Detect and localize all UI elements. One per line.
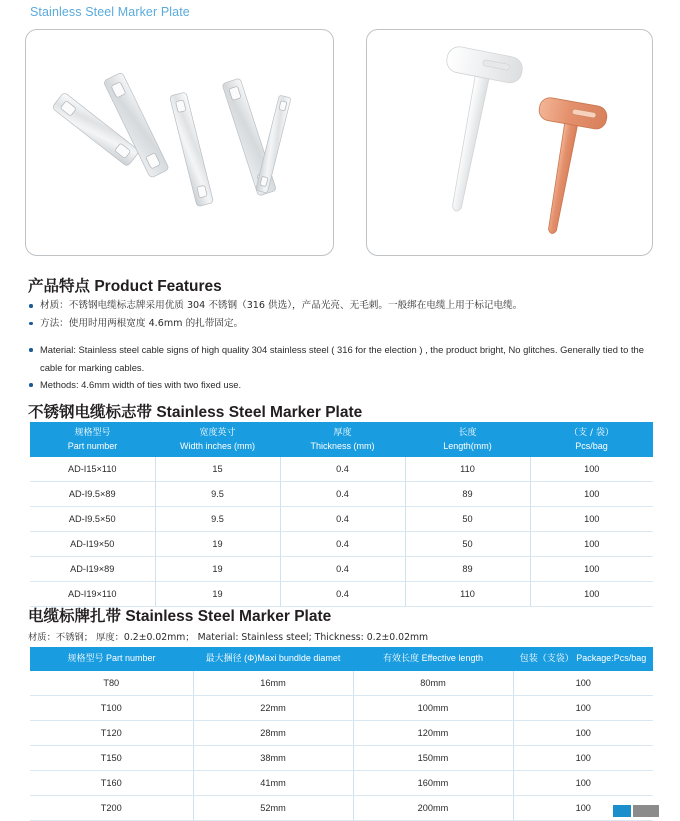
- cell-width: 9.5: [155, 482, 280, 507]
- table2-col-max-bundle-diameter: [193, 647, 353, 671]
- cell-pcs-bag: 100: [530, 482, 653, 507]
- table1-col-thickness: [280, 422, 405, 457]
- col-label-cn: 厚度: [333, 428, 352, 438]
- col-label-cn: 长度: [458, 428, 477, 438]
- features-heading-cn: 产品特点: [28, 277, 91, 295]
- cell-package: 100: [513, 671, 653, 696]
- cell-bundle-diameter: 38mm: [193, 745, 353, 770]
- cell-part-number: AD-I19×110: [30, 582, 155, 607]
- table2-heading: [28, 604, 331, 626]
- table2-col-package: [513, 647, 653, 671]
- table1-heading-cn: 不锈钢电缆标志带: [28, 403, 153, 421]
- table1-col-pcs-bag: [530, 422, 653, 457]
- bottom-corner-widget[interactable]: [613, 805, 659, 817]
- page-title: Stainless Steel Marker Plate: [30, 5, 190, 19]
- cell-bundle-diameter: 41mm: [193, 770, 353, 795]
- col-label-en: Package:Pcs/bag: [576, 653, 647, 663]
- cell-part-number: AD-I19×50: [30, 532, 155, 557]
- table-row: [30, 770, 653, 795]
- cell-width: 19: [155, 582, 280, 607]
- table1-heading-en: Stainless Steel Marker Plate: [156, 404, 363, 421]
- marker-tie-spec-table: [30, 647, 653, 821]
- cell-part-number: T100: [30, 695, 193, 720]
- cell-thickness: 0.4: [280, 557, 405, 582]
- features-heading-en: Product Features: [94, 278, 222, 295]
- table2-col-part-number: [30, 647, 193, 671]
- col-label-en: Part number: [106, 653, 156, 663]
- cell-bundle-diameter: 28mm: [193, 720, 353, 745]
- cell-part-number: AD-I15×110: [30, 457, 155, 482]
- cell-part-number: T200: [30, 795, 193, 820]
- table-row: [30, 457, 653, 482]
- cell-package: 100: [513, 770, 653, 795]
- cell-length: 50: [405, 532, 530, 557]
- cell-bundle-diameter: 16mm: [193, 671, 353, 696]
- table2-subtitle: 材质：不锈钢； 厚度：0.2±0.02mm； Material: Stainless steel; Thickness: 0.2±0.02mm: [28, 632, 429, 643]
- cell-effective-length: 150mm: [353, 745, 513, 770]
- cell-package: 100: [513, 720, 653, 745]
- feature-item: 材质：不锈钢电缆标志牌采用优质 304 不锈钢（316 供选），产品光亮、无毛刺。一般绑在电缆上用于标记电缆。: [28, 297, 654, 315]
- table-row: [30, 482, 653, 507]
- table1-col-part-number: [30, 422, 155, 457]
- cell-effective-length: 160mm: [353, 770, 513, 795]
- cell-width: 15: [155, 457, 280, 482]
- marker-plates-illustration: [26, 30, 333, 255]
- col-label-cn: （支 / 袋）: [569, 428, 614, 438]
- cell-effective-length: 120mm: [353, 720, 513, 745]
- cell-thickness: 0.4: [280, 507, 405, 532]
- col-label-en: Width inches (mm): [179, 440, 255, 451]
- table2-heading-cn: 电缆标牌扎带: [28, 607, 122, 625]
- table-row: [30, 795, 653, 820]
- cell-thickness: 0.4: [280, 582, 405, 607]
- cell-effective-length: 200mm: [353, 795, 513, 820]
- cell-thickness: 0.4: [280, 532, 405, 557]
- cell-pcs-bag: 100: [530, 507, 653, 532]
- table-row: [30, 720, 653, 745]
- cell-length: 110: [405, 582, 530, 607]
- cell-length: 50: [405, 507, 530, 532]
- col-label-en: Part number: [67, 440, 118, 451]
- cell-part-number: AD-I19×89: [30, 557, 155, 582]
- table-row: [30, 582, 653, 607]
- table1-heading: [28, 400, 362, 422]
- cell-part-number: AD-I9.5×50: [30, 507, 155, 532]
- col-label-en: (Φ)Maxi bundlde diamet: [244, 653, 341, 663]
- table2-heading-en: Stainless Steel Marker Plate: [125, 608, 332, 625]
- cell-package: 100: [513, 695, 653, 720]
- widget-blue-icon[interactable]: [613, 805, 631, 817]
- cell-part-number: T120: [30, 720, 193, 745]
- cell-part-number: AD-I9.5×89: [30, 482, 155, 507]
- table1-header-row: [30, 422, 653, 457]
- table-row: [30, 745, 653, 770]
- features-list: [28, 297, 654, 394]
- col-label-en: Thickness (mm): [310, 440, 375, 451]
- t-shaped-marker-ties-photo: [366, 29, 653, 256]
- features-heading: [28, 274, 222, 296]
- col-label-cn: 规格型号: [67, 654, 104, 664]
- stainless-steel-marker-plates-photo: [25, 29, 334, 256]
- marker-plate-spec-table: [30, 422, 653, 607]
- cell-length: 110: [405, 457, 530, 482]
- cell-pcs-bag: 100: [530, 582, 653, 607]
- cell-pcs-bag: 100: [530, 532, 653, 557]
- col-label-cn: 规格型号: [74, 428, 111, 438]
- cell-package: 100: [513, 795, 653, 820]
- cell-pcs-bag: 100: [530, 457, 653, 482]
- table2-header-row: [30, 647, 653, 671]
- cell-package: 100: [513, 745, 653, 770]
- cell-part-number: T80: [30, 671, 193, 696]
- cell-part-number: T150: [30, 745, 193, 770]
- table-row: [30, 532, 653, 557]
- cell-part-number: T160: [30, 770, 193, 795]
- feature-item: 方法：使用时用两根宽度 4.6mm 的扎带固定。: [28, 315, 654, 333]
- cell-thickness: 0.4: [280, 457, 405, 482]
- product-gallery: [0, 29, 680, 261]
- col-label-cn: 宽度英寸: [199, 428, 236, 438]
- cell-effective-length: 80mm: [353, 671, 513, 696]
- cell-bundle-diameter: 22mm: [193, 695, 353, 720]
- cell-pcs-bag: 100: [530, 557, 653, 582]
- cell-width: 19: [155, 532, 280, 557]
- cell-width: 19: [155, 557, 280, 582]
- cell-bundle-diameter: 52mm: [193, 795, 353, 820]
- marker-ties-illustration: [367, 30, 652, 255]
- cell-effective-length: 100mm: [353, 695, 513, 720]
- feature-item: Methods: 4.6mm width of ties with two fixed use.: [28, 376, 654, 394]
- cell-thickness: 0.4: [280, 482, 405, 507]
- table1-col-width: [155, 422, 280, 457]
- cell-length: 89: [405, 557, 530, 582]
- col-label-en: Pcs/bag: [575, 440, 608, 451]
- table-row: [30, 695, 653, 720]
- col-label-cn: 包装（支袋）: [519, 654, 574, 664]
- col-label-cn: 最大捆径: [205, 654, 242, 664]
- table-row: [30, 671, 653, 696]
- table-row: [30, 507, 653, 532]
- col-label-cn: 有效长度: [383, 654, 420, 664]
- table1-col-length: [405, 422, 530, 457]
- table-row: [30, 557, 653, 582]
- cell-length: 89: [405, 482, 530, 507]
- cell-width: 9.5: [155, 507, 280, 532]
- widget-gray-icon[interactable]: [633, 805, 659, 817]
- col-label-en: Length(mm): [443, 440, 492, 451]
- table2-col-effective-length: [353, 647, 513, 671]
- col-label-en: Effective length: [421, 653, 483, 663]
- feature-item: Material: Stainless steel cable signs of high quality 304 stainless steel ( 316 for the election ) , the product bright, No glitches. Generally tied to the cable for marking cables.: [28, 341, 654, 376]
